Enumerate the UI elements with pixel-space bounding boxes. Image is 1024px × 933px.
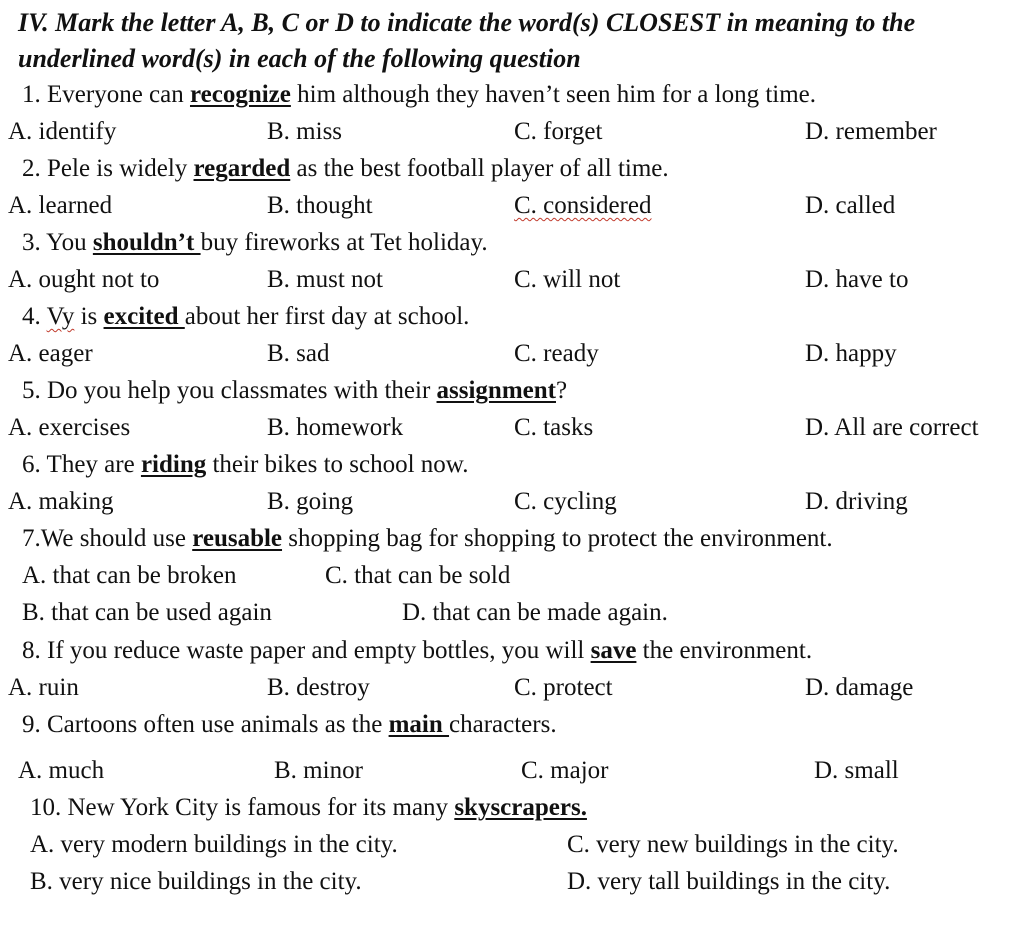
q3-option-b: B. must not [267, 266, 383, 293]
q7-option-b: B. that can be used again [22, 599, 272, 626]
q8-option-a: A. ruin [8, 674, 79, 701]
question-8: 8. If you reduce waste paper and empty bottles, you will save the environment. [22, 637, 813, 664]
q7-option-a: A. that can be broken [22, 562, 237, 589]
question-2: 2. Pele is widely regarded as the best football player of all time. [22, 155, 669, 182]
q2-option-c: C. considered [514, 192, 652, 219]
q8-option-c: C. protect [514, 674, 613, 701]
section-title-line-2: underlined word(s) in each of the following question [18, 44, 581, 73]
underlined-word: save [590, 637, 637, 664]
q9-option-a: A. much [18, 757, 105, 784]
q3-option-d: D. have to [805, 266, 909, 293]
underlined-word: shouldn’t [92, 229, 201, 256]
underlined-word: main [388, 711, 450, 738]
q7-option-c: C. that can be sold [325, 562, 511, 589]
q3-option-c: C. will not [514, 266, 621, 293]
q1-option-a: A. identify [8, 118, 117, 145]
underlined-word: skyscrapers. [454, 794, 587, 821]
q4-option-b: B. sad [267, 340, 330, 367]
q1-option-b: B. miss [267, 118, 343, 145]
q8-option-b: B. destroy [267, 674, 370, 701]
question-5: 5. Do you help you classmates with their assignment? [22, 377, 568, 404]
q5-option-d: D. All are correct [805, 414, 979, 441]
q6-option-d: D. driving [805, 488, 908, 515]
q2-option-d: D. called [805, 192, 896, 219]
underlined-word: recognize [189, 81, 291, 108]
underlined-word: regarded [193, 155, 291, 182]
underlined-word: assignment [436, 377, 556, 404]
question-3: 3. You shouldn’t buy fireworks at Tet holiday. [22, 229, 488, 256]
question-7: 7.We should use reusable shopping bag for shopping to protect the environment. [22, 525, 833, 552]
question-9: 9. Cartoons often use animals as the main characters. [22, 711, 557, 738]
question-6: 6. They are riding their bikes to school now. [22, 451, 469, 478]
q6-option-c: C. cycling [514, 488, 617, 515]
q7-option-d: D. that can be made again. [402, 599, 668, 626]
q4-option-c: C. ready [514, 340, 599, 367]
underlined-word: riding [140, 451, 207, 478]
underlined-word: excited [103, 303, 185, 330]
question-10: 10. New York City is famous for its many skyscrapers. [30, 794, 587, 821]
q5-option-c: C. tasks [514, 414, 594, 441]
q1-option-d: D. remember [805, 118, 937, 145]
q3-option-a: A. ought not to [8, 266, 160, 293]
q5-option-a: A. exercises [8, 414, 131, 441]
q1-option-c: C. forget [514, 118, 603, 145]
q10-option-b: B. very nice buildings in the city. [30, 868, 362, 895]
q6-option-b: B. going [267, 488, 354, 515]
q9-option-d: D. small [814, 757, 899, 784]
q2-option-b: B. thought [267, 192, 373, 219]
q4-option-d: D. happy [805, 340, 897, 367]
q8-option-d: D. damage [805, 674, 914, 701]
question-1: 1. Everyone can recognize him although they haven’t seen him for a long time. [22, 81, 816, 108]
q2-option-a: A. learned [8, 192, 113, 219]
q4-option-a: A. eager [8, 340, 93, 367]
q10-option-a: A. very modern buildings in the city. [30, 831, 398, 858]
q9-option-c: C. major [521, 757, 609, 784]
q10-option-d: D. very tall buildings in the city. [567, 868, 891, 895]
q5-option-b: B. homework [267, 414, 404, 441]
q9-option-b: B. minor [274, 757, 363, 784]
question-4: 4. Vy is excited about her first day at school. [22, 303, 470, 330]
q10-option-c: C. very new buildings in the city. [567, 831, 899, 858]
underlined-word: reusable [192, 525, 283, 552]
q6-option-a: A. making [8, 488, 114, 515]
section-title-line-1: IV. Mark the letter A, B, C or D to indicate the word(s) CLOSEST in meaning to the [18, 8, 916, 37]
